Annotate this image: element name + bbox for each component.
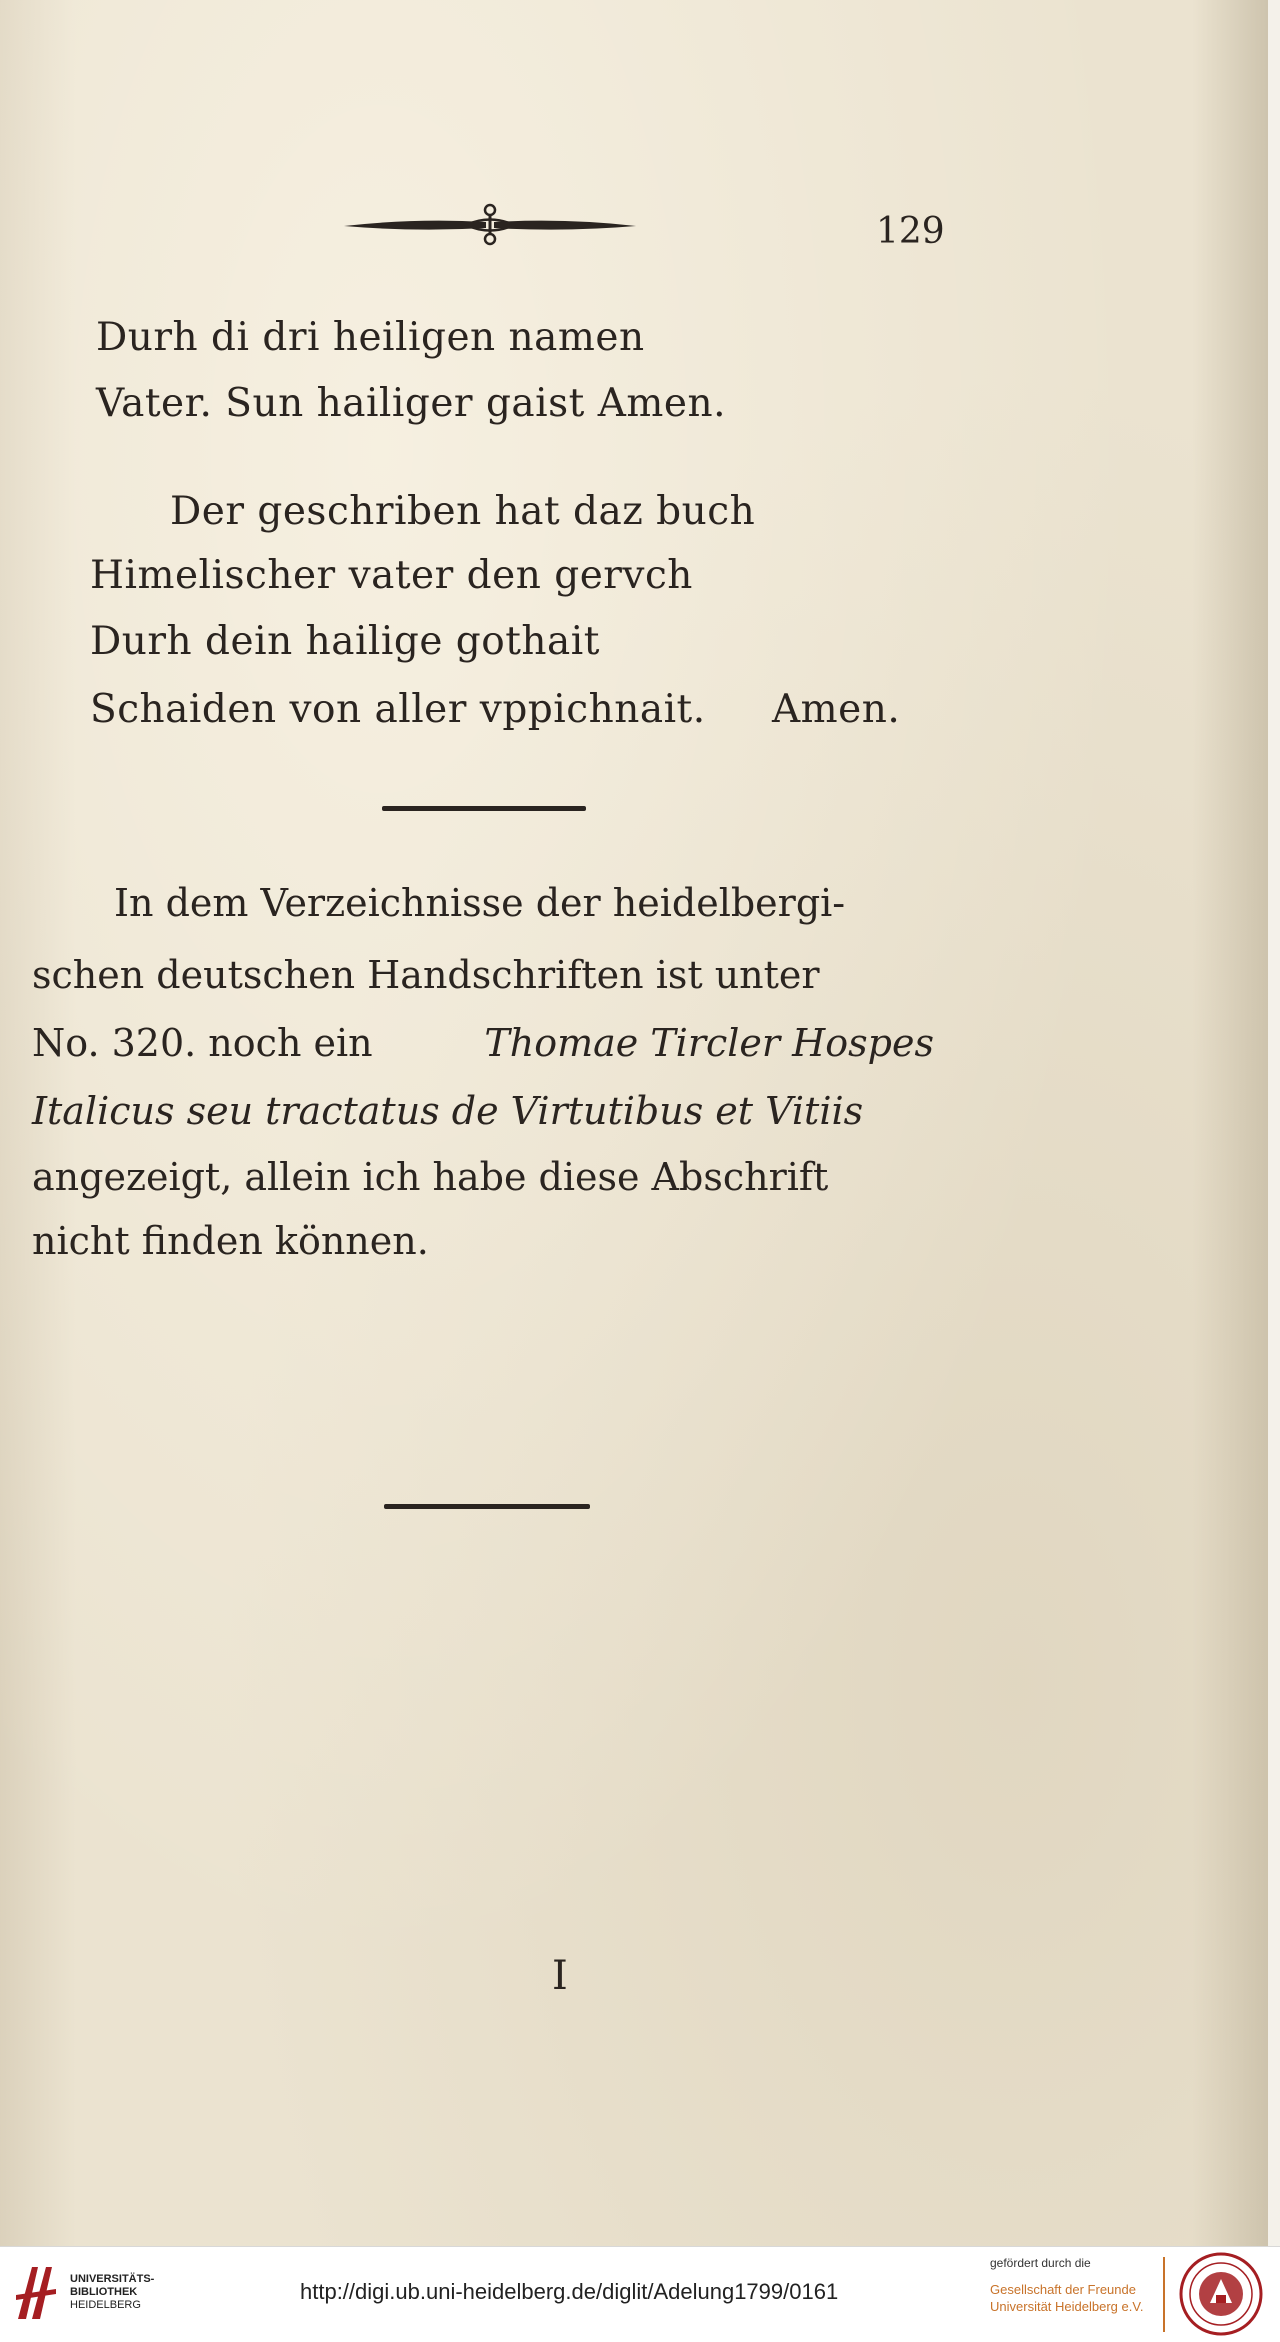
sponsor-block — [990, 2255, 1143, 2315]
library-name-line-1: UNIVERSITÄTS- — [70, 2273, 155, 2285]
sponsor-org-line-1[interactable]: Gesellschaft der Freunde — [990, 2282, 1136, 2297]
library-name-line-3: HEIDELBERG — [70, 2299, 141, 2311]
verse-line-6: Schaiden von aller vppichnait. — [90, 687, 706, 732]
verse-line-4: Himelischer vater den gervch — [90, 553, 693, 598]
library-name — [70, 2273, 154, 2312]
prose-text-4: Italicus seu tractatus de Virtutibus et Vitiis — [32, 1089, 864, 1133]
library-logo-icon[interactable] — [12, 2259, 60, 2325]
prose-line-6 — [32, 1219, 934, 1263]
university-seal-icon — [1178, 2251, 1264, 2337]
sponsor-divider — [1163, 2257, 1165, 2332]
verse-line-3: Der geschriben hat daz buch — [170, 489, 756, 534]
bottom-divider — [384, 1504, 590, 1509]
prose-line-4 — [32, 1089, 934, 1133]
footer-bar — [0, 2246, 1280, 2342]
verse-line-5: Durh dein hailige gothait — [90, 619, 600, 664]
library-name-line-2: BIBLIOTHEK — [70, 2286, 138, 2298]
verse-amen: Amen. — [772, 687, 901, 732]
prose-line-2 — [32, 953, 934, 997]
prose-line-1 — [114, 881, 934, 925]
prose-text-2: schen deutschen Handschriften ist unter — [32, 953, 820, 997]
prose-line-3 — [32, 1021, 934, 1065]
header-ornament — [340, 196, 640, 248]
page-number: 129 — [876, 211, 945, 252]
verse-line-2: Vater. Sun hailiger gaist Amen. — [96, 381, 726, 426]
sponsor-org-line-2[interactable]: Universität Heidelberg e.V. — [990, 2299, 1144, 2314]
signature-mark: I — [552, 1953, 568, 1999]
prose-text-6: nicht finden können. — [32, 1219, 429, 1263]
verse-line-1: Durh di dri heiligen namen — [96, 315, 645, 360]
sponsor-label: gefördert durch die — [990, 2256, 1091, 2270]
prose-text-1: In dem Verzeichnisse der heidelbergi- — [114, 881, 846, 925]
prose-line-5 — [32, 1155, 934, 1199]
prose-text-3b: Thomae Tircler Hospes — [484, 1021, 934, 1065]
page-edge — [1268, 0, 1280, 2246]
prose-text-3a: No. 320. noch ein — [32, 1021, 373, 1065]
prose-text-5: angezeigt, allein ich habe diese Abschrift — [32, 1155, 829, 1199]
section-divider — [382, 806, 586, 811]
permalink-url[interactable]: http://digi.ub.uni-heidelberg.de/diglit/Adelung1799/0161 — [300, 2279, 839, 2304]
